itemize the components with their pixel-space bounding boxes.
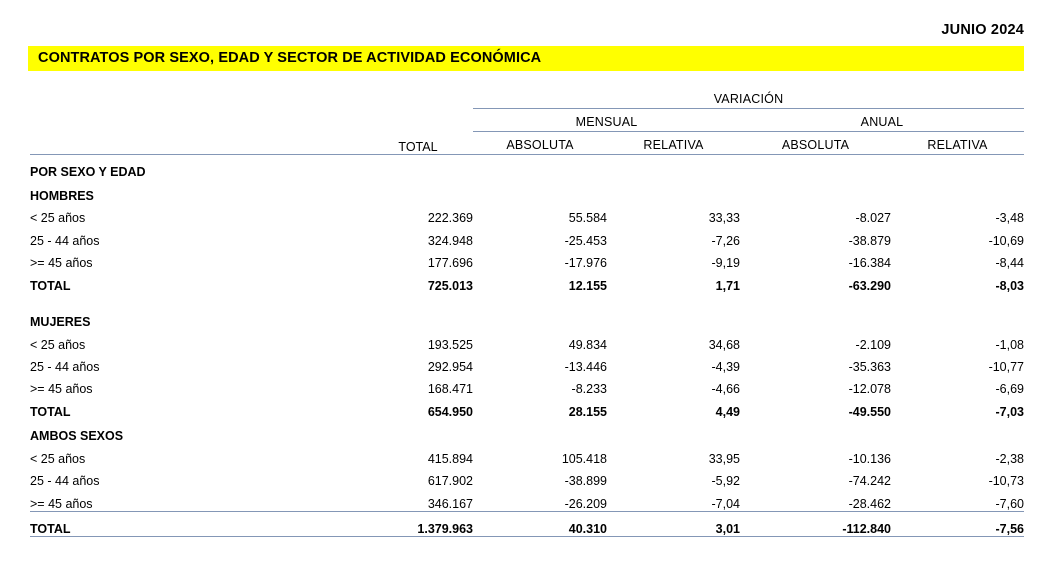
header-row-variation — [30, 86, 1024, 109]
cell-mensual-absoluta: -38.899 — [564, 474, 607, 489]
cell-total: 168.471 — [427, 382, 473, 397]
cell-anual-relativa: -7,03 — [995, 405, 1025, 420]
cell-anual-absoluta: -74.242 — [848, 474, 891, 489]
row-label: TOTAL — [30, 511, 363, 536]
page-title: CONTRATOS POR SEXO, EDAD Y SECTOR DE ACTIVIDAD ECONÓMICA — [38, 50, 542, 66]
group-name-hombres: HOMBRES — [30, 189, 94, 203]
cell-anual-absoluta: -49.550 — [848, 405, 891, 420]
cell-mensual-relativa: 34,68 — [708, 337, 740, 352]
table-row — [30, 488, 1024, 511]
cell-anual-absoluta: -10.136 — [848, 451, 891, 466]
cell-mensual-absoluta: -26.209 — [564, 496, 607, 511]
contracts-table — [30, 86, 1024, 537]
table-row — [30, 329, 1024, 351]
cell-mensual-relativa: -9,19 — [711, 256, 740, 271]
header-anual-relativa: RELATIVA — [891, 132, 1024, 155]
header-spacer-label-2 — [30, 109, 363, 132]
cell-total: 654.950 — [427, 405, 473, 420]
cell-total: 415.894 — [427, 451, 473, 466]
cell-anual-absoluta: -8.027 — [855, 211, 891, 226]
cell-anual-absoluta: -63.290 — [848, 279, 891, 294]
table-row — [30, 466, 1024, 488]
table-row — [30, 374, 1024, 396]
table-row — [30, 352, 1024, 374]
cell-mensual-absoluta: -13.446 — [564, 359, 607, 374]
cell-anual-relativa: -3,48 — [995, 211, 1025, 226]
header-spacer-label-3 — [30, 132, 363, 155]
grand-total-row — [30, 511, 1024, 536]
cell-mensual-relativa: -7,04 — [711, 496, 740, 511]
cell-mensual-relativa: -4,66 — [711, 382, 740, 397]
cell-mensual-absoluta: -17.976 — [564, 256, 607, 271]
header-mensual: MENSUAL — [473, 109, 740, 132]
cell-anual-relativa: -7,60 — [995, 496, 1025, 511]
cell-mensual-absoluta: 55.584 — [568, 211, 607, 226]
table-row — [30, 225, 1024, 247]
cell-total: 193.525 — [427, 337, 473, 352]
row-label: < 25 años — [30, 451, 86, 466]
spacer-row — [30, 293, 1024, 305]
header-row-columns — [30, 132, 1024, 155]
cell-mensual-relativa: -7,26 — [711, 233, 740, 248]
cell-mensual-absoluta: 28.155 — [568, 405, 607, 420]
header-row-groups — [30, 109, 1024, 132]
cell-mensual-relativa: 3,01 — [607, 511, 740, 536]
group-name-ambos-sexos: AMBOS SEXOS — [30, 429, 124, 444]
header-anual-absoluta: ABSOLUTA — [740, 132, 891, 155]
header-variation: VARIACIÓN — [473, 86, 1024, 109]
header-total: TOTAL — [363, 132, 473, 155]
cell-anual-relativa: -1,08 — [995, 337, 1025, 352]
cell-mensual-absoluta: 12.155 — [568, 279, 607, 294]
row-label: TOTAL — [30, 405, 71, 420]
cell-mensual-absoluta: 40.310 — [473, 511, 607, 536]
row-label: >= 45 años — [30, 256, 93, 271]
cell-anual-relativa: -8,03 — [995, 279, 1025, 294]
header-spacer-total — [363, 86, 473, 109]
row-label: TOTAL — [30, 279, 71, 294]
cell-anual-relativa: -10,73 — [988, 474, 1025, 489]
row-label: < 25 años — [30, 211, 86, 226]
group-header-row — [30, 419, 1024, 443]
header-spacer-total-2 — [363, 109, 473, 132]
cell-anual-absoluta: -28.462 — [848, 496, 891, 511]
section-title-row — [30, 155, 1024, 180]
cell-mensual-relativa: 1,71 — [715, 279, 740, 294]
cell-mensual-relativa: 33,95 — [708, 451, 740, 466]
row-label: < 25 años — [30, 337, 86, 352]
cell-anual-relativa: -8,44 — [995, 256, 1025, 271]
row-label: >= 45 años — [30, 496, 93, 511]
title-bar — [28, 46, 1024, 71]
cell-anual-relativa: -2,38 — [995, 451, 1025, 466]
cell-mensual-relativa: 33,33 — [708, 211, 740, 226]
cell-anual-absoluta: -38.879 — [848, 233, 891, 248]
row-label: 25 - 44 años — [30, 233, 100, 248]
row-label: >= 45 años — [30, 382, 93, 397]
header-mensual-absoluta: ABSOLUTA — [473, 132, 607, 155]
cell-anual-relativa: -10,69 — [988, 233, 1025, 248]
row-label: 25 - 44 años — [30, 474, 100, 489]
cell-mensual-absoluta: -25.453 — [564, 233, 607, 248]
section-title: POR SEXO Y EDAD — [30, 165, 146, 179]
cell-mensual-absoluta: 105.418 — [561, 451, 607, 466]
cell-anual-absoluta: -112.840 — [740, 511, 891, 536]
cell-anual-absoluta: -35.363 — [848, 359, 891, 374]
cell-anual-absoluta: -2.109 — [855, 337, 891, 352]
cell-mensual-relativa: 4,49 — [715, 405, 740, 420]
header-mensual-relativa: RELATIVA — [607, 132, 740, 155]
table-row — [30, 443, 1024, 465]
cell-anual-relativa: -7,56 — [891, 511, 1024, 536]
cell-total: 1.379.963 — [363, 511, 473, 536]
group-header-row — [30, 179, 1024, 203]
cell-anual-relativa: -10,77 — [988, 359, 1025, 374]
cell-mensual-absoluta: 49.834 — [568, 337, 607, 352]
cell-total: 292.954 — [427, 359, 473, 374]
cell-anual-absoluta: -16.384 — [848, 256, 891, 271]
cell-total: 725.013 — [427, 279, 473, 294]
cell-total: 222.369 — [427, 211, 473, 226]
cell-anual-absoluta: -12.078 — [848, 382, 891, 397]
subtotal-row — [30, 270, 1024, 293]
header-spacer-label — [30, 86, 363, 109]
group-name-mujeres: MUJERES — [30, 315, 91, 330]
cell-total: 177.696 — [427, 256, 473, 271]
table-row — [30, 248, 1024, 270]
table-row — [30, 203, 1024, 225]
cell-mensual-relativa: -4,39 — [711, 359, 740, 374]
period-label: JUNIO 2024 — [941, 22, 1024, 38]
cell-mensual-relativa: -5,92 — [711, 474, 740, 489]
row-label: 25 - 44 años — [30, 359, 100, 374]
cell-total: 324.948 — [427, 233, 473, 248]
cell-total: 346.167 — [427, 496, 473, 511]
cell-anual-relativa: -6,69 — [995, 382, 1025, 397]
header-anual: ANUAL — [740, 109, 1024, 132]
cell-total: 617.902 — [427, 474, 473, 489]
cell-mensual-absoluta: -8.233 — [571, 382, 607, 397]
group-header-row — [30, 305, 1024, 329]
subtotal-row — [30, 396, 1024, 419]
